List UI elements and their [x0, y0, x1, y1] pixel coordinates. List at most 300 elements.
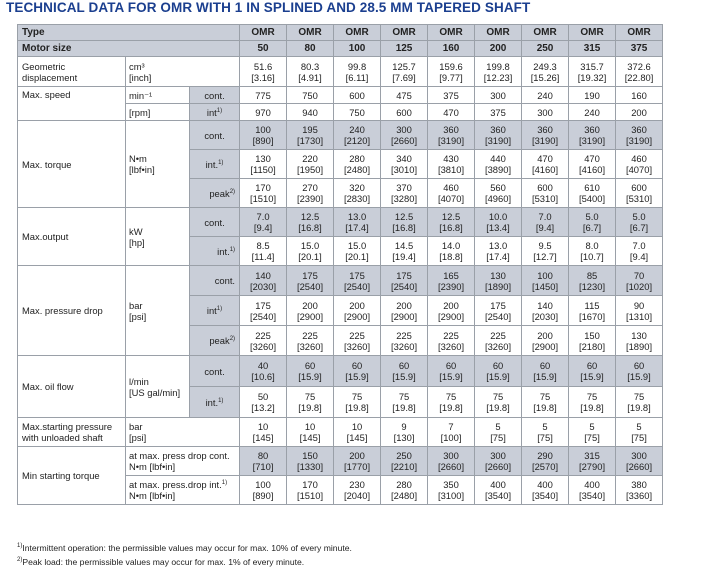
imperial-value: [1890]	[484, 280, 512, 292]
page-title: TECHNICAL DATA FOR OMR WITH 1 IN SPLINED AND 28.5 MM TAPERED SHAFT	[6, 0, 531, 15]
max-output-int-label-text: int.	[217, 245, 230, 257]
value-cell	[381, 387, 428, 418]
max-starting-pressure-label-line2: with unloaded shaft	[22, 432, 103, 443]
value-cell	[287, 121, 334, 150]
value-cell	[428, 121, 475, 150]
metric-value: 600	[349, 89, 365, 101]
value-cell	[240, 237, 287, 266]
geometric-displacement-row	[18, 57, 663, 87]
imperial-value: [15.9]	[439, 371, 463, 382]
imperial-value: [2660]	[625, 461, 653, 472]
imperial-value: [11.4]	[251, 251, 275, 262]
imperial-value: [10.7]	[580, 251, 604, 262]
imperial-value: [3190]	[437, 135, 465, 146]
imperial-value: [2540]	[296, 280, 324, 292]
type-row	[18, 25, 663, 41]
value-cell	[287, 87, 334, 104]
value-cell	[240, 356, 287, 387]
imperial-value: [9.4]	[253, 222, 273, 233]
metric-value: 320	[349, 182, 365, 193]
metric-value: 99.8	[347, 60, 367, 72]
value-cell	[428, 179, 475, 208]
imperial-value: [15.9]	[627, 371, 651, 382]
value-cell	[616, 87, 663, 104]
metric-value: 200	[443, 299, 459, 311]
imperial-value: [4160]	[578, 164, 606, 175]
value-cell	[381, 208, 428, 237]
metric-value: 360	[537, 124, 553, 135]
imperial-value: [19.4]	[392, 251, 416, 262]
imperial-value: [3260]	[296, 340, 324, 352]
metric-value: 470	[537, 153, 553, 164]
value-cell	[240, 121, 287, 150]
metric-value: 230	[349, 479, 365, 490]
imperial-value: [2540]	[484, 310, 512, 322]
imperial-value: [6.7]	[629, 222, 649, 233]
metric-value: 10	[351, 421, 363, 432]
metric-value: 600	[631, 182, 647, 193]
max-speed-int-label-text: int	[206, 106, 217, 118]
type-cell: OMR	[569, 25, 616, 41]
metric-value: 9.5	[538, 240, 552, 251]
max-output-cont-label	[190, 208, 240, 237]
max-output-label-text: Max.output	[22, 231, 69, 242]
value-cell	[616, 150, 663, 179]
max-speed-int-label	[190, 104, 240, 121]
imperial-value: [19.8]	[345, 402, 369, 413]
imperial-value: [1330]	[296, 461, 324, 472]
value-cell	[569, 104, 616, 121]
imperial-value: [3190]	[625, 135, 653, 146]
metric-value: 610	[584, 182, 600, 193]
condition-line2: N•m [lbf•in]	[129, 461, 176, 472]
max-torque-unit-metric: N•m	[129, 153, 147, 164]
value-cell	[334, 418, 381, 447]
imperial-value: [22.80]	[624, 71, 654, 83]
max-pressure-drop-label-text: Max. pressure drop	[22, 305, 103, 316]
max-oil-flow-int-label-text: int.	[205, 396, 219, 408]
value-cell	[381, 326, 428, 356]
imperial-value: [3810]	[437, 164, 465, 175]
value-cell	[569, 356, 616, 387]
metric-value: 60	[539, 360, 551, 371]
metric-value: 200	[349, 299, 365, 311]
metric-value: 280	[349, 153, 365, 164]
metric-value: 14.5	[394, 240, 414, 251]
value-cell	[428, 57, 475, 87]
metric-value: 249.3	[533, 60, 557, 72]
imperial-value: [2390]	[437, 280, 465, 292]
value-cell	[287, 476, 334, 505]
footnote-1-marker: 1)	[17, 543, 23, 549]
value-cell	[569, 57, 616, 87]
value-cell	[381, 447, 428, 476]
metric-value: 60	[633, 360, 645, 371]
metric-value: 75	[398, 391, 410, 402]
value-cell	[287, 447, 334, 476]
metric-value: 225	[490, 329, 506, 341]
type-cell: OMR	[287, 25, 334, 41]
value-cell	[334, 326, 381, 356]
value-cell	[569, 296, 616, 326]
value-cell	[616, 57, 663, 87]
imperial-value: [17.4]	[345, 222, 369, 233]
type-cell: OMR	[240, 25, 287, 41]
max-speed-int-label-footnote-marker: 1)	[216, 107, 223, 114]
max-starting-pressure-unit	[126, 418, 240, 447]
motor-size-cell: 315	[569, 41, 616, 57]
value-cell	[334, 179, 381, 208]
max-torque-cont-label-text: cont.	[204, 129, 225, 141]
imperial-value: [3260]	[437, 340, 465, 352]
metric-value: 220	[302, 153, 318, 164]
metric-value: 7	[448, 421, 454, 432]
value-cell	[381, 150, 428, 179]
min-starting-torque-cont-condition	[126, 447, 240, 476]
type-cell: OMR	[334, 25, 381, 41]
max-oil-flow-label	[18, 356, 126, 418]
value-cell	[334, 208, 381, 237]
imperial-value: [2540]	[249, 310, 277, 322]
metric-value: 560	[490, 182, 506, 193]
max-pressure-unit-imperial: [psi]	[129, 310, 147, 322]
value-cell	[240, 104, 287, 121]
value-cell	[522, 179, 569, 208]
imperial-value: [3190]	[531, 135, 559, 146]
metric-value: 460	[443, 182, 459, 193]
value-cell	[334, 476, 381, 505]
metric-value: 775	[255, 89, 271, 101]
value-cell	[428, 447, 475, 476]
imperial-value: [19.8]	[486, 402, 510, 413]
imperial-value: [2480]	[390, 490, 418, 501]
imperial-value: [145]	[346, 432, 368, 443]
metric-value: 10	[304, 421, 316, 432]
metric-value: 7.0	[538, 211, 552, 222]
motor-size-label: Motor size	[18, 41, 240, 57]
metric-value: 360	[443, 124, 459, 135]
motor-size-cell: 100	[334, 41, 381, 57]
metric-value: 159.6	[439, 60, 463, 72]
imperial-value: [19.32]	[577, 71, 607, 83]
value-cell	[334, 57, 381, 87]
imperial-value: [75]	[631, 432, 647, 443]
value-cell	[287, 179, 334, 208]
value-cell	[240, 179, 287, 208]
max-output-int-label-footnote-marker: 1)	[229, 246, 236, 253]
metric-value: 375	[490, 106, 506, 118]
metric-value: 175	[349, 269, 365, 281]
metric-value: 5	[495, 421, 501, 432]
max-speed-unit-imperial-text: [rpm]	[129, 106, 151, 118]
metric-value: 175	[396, 269, 412, 281]
metric-value: 400	[490, 479, 506, 490]
value-cell	[522, 266, 569, 296]
imperial-value: [3190]	[578, 135, 606, 146]
value-cell	[428, 266, 475, 296]
metric-value: 75	[445, 391, 457, 402]
metric-value: 375	[443, 89, 459, 101]
metric-value: 80.3	[300, 60, 320, 72]
metric-value: 75	[539, 391, 551, 402]
value-cell	[616, 266, 663, 296]
metric-value: 50	[257, 391, 269, 402]
value-cell	[428, 237, 475, 266]
imperial-value: [890]	[252, 135, 274, 146]
metric-value: 12.5	[300, 211, 320, 222]
metric-value: 7.0	[256, 211, 270, 222]
imperial-value: [3280]	[390, 193, 418, 204]
metric-value: 100	[255, 124, 271, 135]
imperial-value: [4960]	[484, 193, 512, 204]
imperial-value: [13.2]	[251, 402, 275, 413]
value-cell	[334, 296, 381, 326]
imperial-value: [2900]	[437, 310, 465, 322]
value-cell	[240, 208, 287, 237]
value-cell	[616, 104, 663, 121]
metric-value: 940	[302, 106, 318, 118]
metric-value: 14.0	[441, 240, 461, 251]
footnote-2-marker: 2)	[17, 557, 23, 563]
max-pressure-cont-label	[190, 266, 240, 296]
metric-value: 360	[490, 124, 506, 135]
imperial-value: [16.8]	[439, 222, 463, 233]
metric-value: 600	[537, 182, 553, 193]
metric-value: 340	[396, 153, 412, 164]
metric-value: 40	[257, 360, 269, 371]
max-torque-int-label-footnote-marker: 1)	[218, 159, 224, 166]
value-cell	[428, 387, 475, 418]
motor-size-cell: 250	[522, 41, 569, 57]
metric-value: 460	[631, 153, 647, 164]
max-speed-cont-label-text: cont.	[204, 89, 225, 101]
imperial-value: [5310]	[531, 193, 559, 204]
metric-value: 51.6	[253, 60, 273, 72]
metric-value: 175	[490, 299, 506, 311]
imperial-value: [15.9]	[486, 371, 510, 382]
value-cell	[569, 179, 616, 208]
condition-line1: at max. press.drop int.$^{1)}$	[129, 479, 228, 490]
imperial-value: [3260]	[343, 340, 371, 352]
value-cell	[475, 296, 522, 326]
value-cell	[381, 121, 428, 150]
metric-value: 300	[490, 89, 506, 101]
imperial-value: [3260]	[249, 340, 277, 352]
value-cell	[522, 326, 569, 356]
metric-value: 60	[586, 360, 598, 371]
min-starting-torque-int-footnote-marker: 1)	[221, 480, 228, 486]
imperial-value: [2900]	[343, 310, 371, 322]
metric-value: 115	[584, 299, 600, 311]
type-cell: OMR	[428, 25, 475, 41]
imperial-value: [9.4]	[535, 222, 555, 233]
max-pressure-unit-metric: bar	[129, 299, 143, 311]
value-cell	[381, 87, 428, 104]
metric-value: 130	[490, 269, 506, 281]
metric-value: 225	[349, 329, 365, 341]
imperial-value: [1670]	[578, 310, 606, 322]
geometric-displacement-unit-metric: cm³	[129, 60, 145, 72]
imperial-value: [20.1]	[298, 251, 322, 262]
metric-value: 300	[396, 124, 412, 135]
imperial-value: [5400]	[578, 193, 606, 204]
max-oil-flow-unit	[126, 356, 190, 418]
value-cell	[522, 104, 569, 121]
max-pressure-peak-label-footnote-marker: 2)	[229, 336, 236, 342]
value-cell	[569, 476, 616, 505]
imperial-value: [3260]	[484, 340, 512, 352]
metric-value: 75	[351, 391, 363, 402]
metric-value: 400	[584, 479, 600, 490]
metric-value: 200	[537, 329, 553, 341]
value-cell	[475, 104, 522, 121]
value-cell	[522, 356, 569, 387]
value-cell	[522, 87, 569, 104]
value-cell	[475, 326, 522, 356]
max-torque-label	[18, 121, 126, 208]
imperial-value: [12.7]	[533, 251, 557, 262]
metric-value: 60	[304, 360, 316, 371]
metric-value: 199.8	[486, 60, 510, 72]
value-cell	[287, 418, 334, 447]
metric-value: 100	[537, 269, 553, 281]
value-cell	[522, 296, 569, 326]
max-oil-flow-label-text: Max. oil flow	[22, 381, 74, 392]
max-pressure-int-label	[190, 296, 240, 326]
imperial-value: [20.1]	[345, 251, 369, 262]
imperial-value: [3260]	[390, 340, 418, 352]
imperial-value: [130]	[393, 432, 415, 443]
min-starting-torque-label-text: Min starting torque	[22, 470, 100, 481]
value-cell	[569, 150, 616, 179]
value-cell	[334, 237, 381, 266]
imperial-value: [19.8]	[298, 402, 322, 413]
max-oil-flow-int-label-footnote-marker: 1)	[218, 397, 224, 404]
metric-value: 240	[584, 106, 600, 118]
min-starting-torque-label	[18, 447, 126, 505]
max-torque-peak-label	[190, 179, 240, 208]
value-cell	[240, 447, 287, 476]
imperial-value: [3100]	[437, 490, 465, 501]
type-cell: OMR	[616, 25, 663, 41]
max-oil-flow-cont-row	[18, 356, 663, 387]
imperial-value: [2570]	[531, 461, 559, 472]
metric-value: 315.7	[580, 60, 604, 72]
value-cell	[522, 57, 569, 87]
metric-value: 12.5	[394, 211, 414, 222]
imperial-value: [3360]	[625, 490, 653, 501]
value-cell	[381, 57, 428, 87]
max-pressure-unit	[126, 266, 190, 356]
metric-value: 15.0	[300, 240, 320, 251]
metric-value: 600	[396, 106, 412, 118]
max-torque-unit-imperial: [lbf•in]	[129, 164, 155, 175]
max-output-unit	[126, 208, 190, 266]
value-cell	[616, 356, 663, 387]
min-starting-torque-int-condition	[126, 476, 240, 505]
max-speed-cont-row	[18, 87, 663, 104]
value-cell	[334, 387, 381, 418]
metric-value: 200	[396, 299, 412, 311]
max-pressure-int-label-text: int	[206, 305, 217, 316]
metric-value: 130	[631, 329, 647, 341]
metric-value: 750	[302, 89, 318, 101]
value-cell	[428, 356, 475, 387]
value-cell	[334, 266, 381, 296]
value-cell	[475, 150, 522, 179]
metric-value: 270	[302, 182, 318, 193]
technical-data-table	[17, 24, 663, 505]
max-torque-peak-label-footnote-marker: 2)	[229, 188, 236, 195]
metric-value: 430	[443, 153, 459, 164]
imperial-value: [15.9]	[298, 371, 322, 382]
geometric-displacement-unit-imperial: [inch]	[129, 71, 152, 83]
motor-size-cell: 160	[428, 41, 475, 57]
max-starting-pressure-row	[18, 418, 663, 447]
value-cell	[287, 266, 334, 296]
metric-value: 195	[302, 124, 318, 135]
max-speed-unit-metric-text: min⁻¹	[129, 89, 153, 101]
value-cell	[616, 447, 663, 476]
value-cell	[240, 57, 287, 87]
value-cell	[428, 418, 475, 447]
value-cell	[616, 476, 663, 505]
value-cell	[334, 356, 381, 387]
value-cell	[569, 87, 616, 104]
value-cell	[240, 87, 287, 104]
imperial-value: [18.8]	[439, 251, 463, 262]
imperial-value: [15.9]	[345, 371, 369, 382]
value-cell	[381, 237, 428, 266]
value-cell	[569, 208, 616, 237]
value-cell	[522, 237, 569, 266]
value-cell	[428, 87, 475, 104]
metric-value: 165	[443, 269, 459, 281]
value-cell	[475, 121, 522, 150]
imperial-value: [19.8]	[392, 402, 416, 413]
metric-value: 160	[631, 89, 647, 101]
value-cell	[287, 296, 334, 326]
imperial-value: [3190]	[484, 135, 512, 146]
metric-value: 225	[443, 329, 459, 341]
footnote-1-text: Intermittent operation: the permissible values may occur for max. 10% of every minute.	[22, 543, 352, 553]
imperial-value: [2180]	[578, 340, 606, 352]
imperial-value: [4160]	[531, 164, 559, 175]
metric-value: 75	[304, 391, 316, 402]
metric-value: 360	[631, 124, 647, 135]
value-cell	[381, 179, 428, 208]
value-cell	[334, 87, 381, 104]
value-cell	[287, 326, 334, 356]
imperial-value: [2790]	[578, 461, 606, 472]
value-cell	[475, 57, 522, 87]
metric-value: 13.0	[488, 240, 508, 251]
condition-line1: at max. press drop cont.	[129, 450, 230, 461]
max-output-cont-row	[18, 208, 663, 237]
metric-value: 380	[631, 479, 647, 490]
metric-value: 300	[537, 106, 553, 118]
max-torque-peak-label-text: peak	[209, 187, 230, 199]
value-cell	[287, 387, 334, 418]
value-cell	[475, 447, 522, 476]
metric-value: 5.0	[585, 211, 599, 222]
metric-value: 15.0	[347, 240, 367, 251]
value-cell	[381, 266, 428, 296]
metric-value: 400	[537, 479, 553, 490]
imperial-value: [6.11]	[345, 71, 369, 83]
max-speed-unit-metric	[126, 87, 190, 104]
metric-value: 10.0	[488, 211, 508, 222]
